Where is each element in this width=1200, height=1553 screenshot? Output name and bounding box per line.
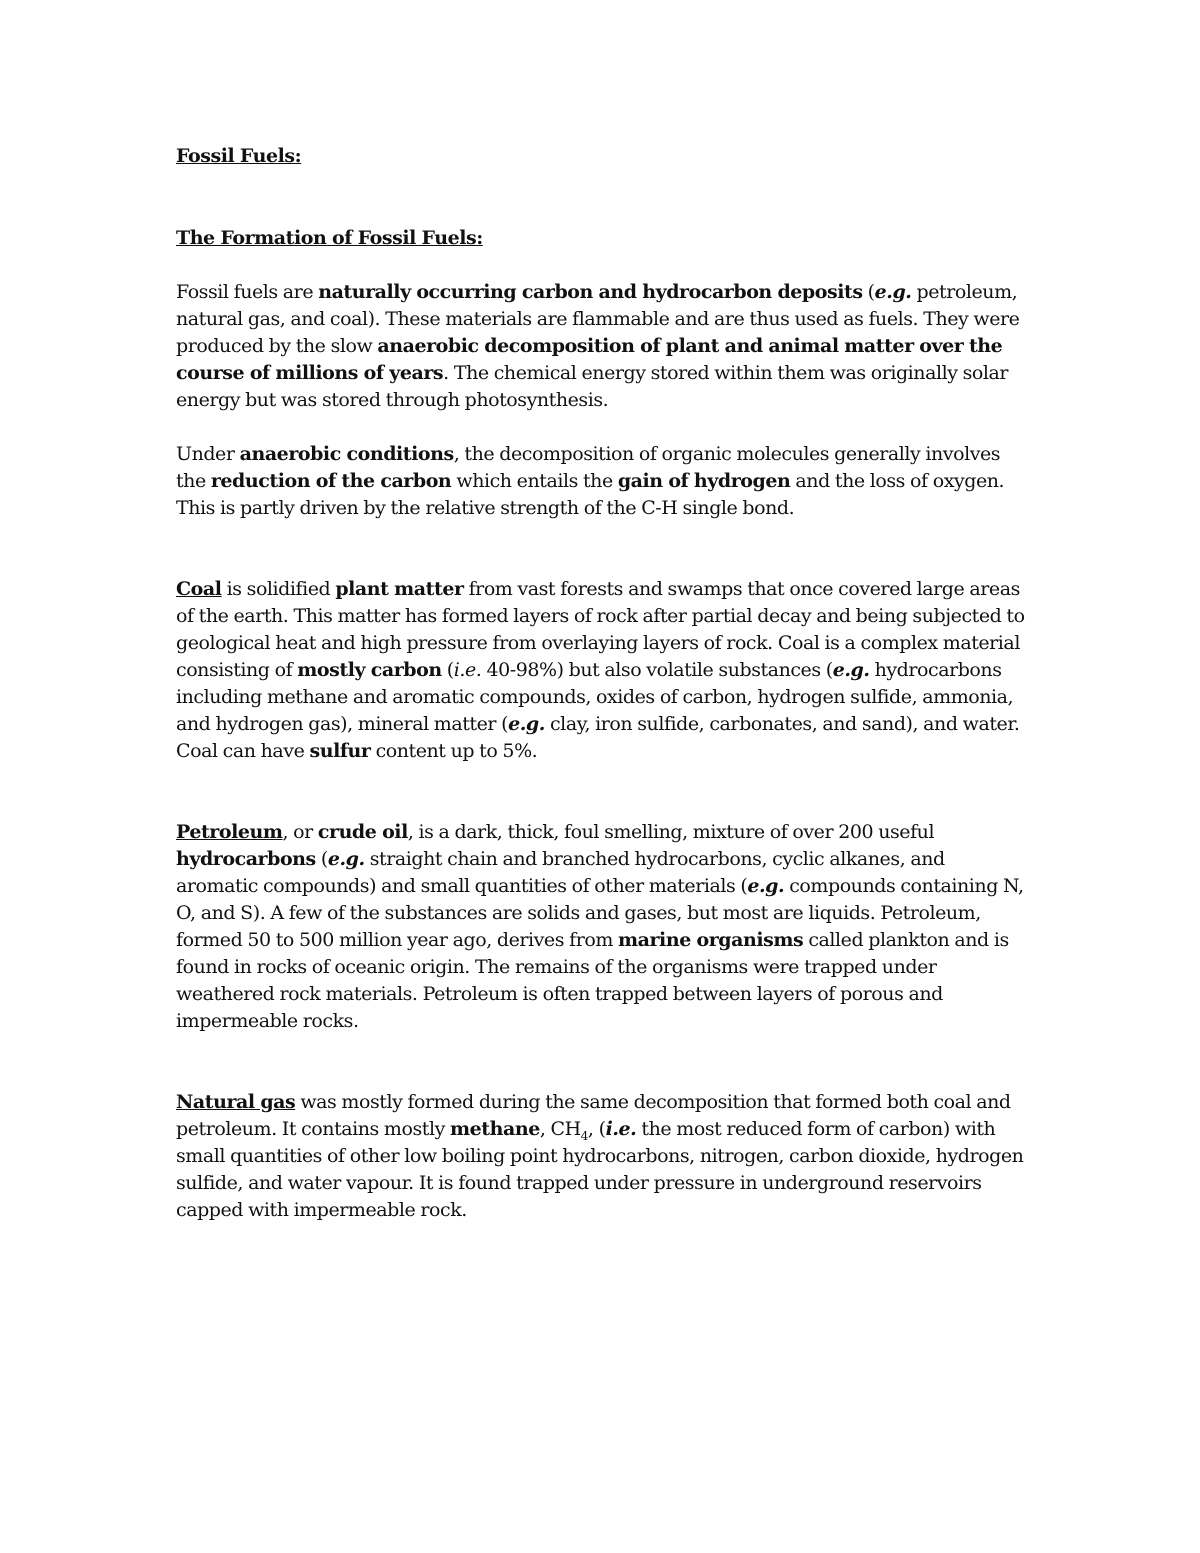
anaerobic-bold-text: anaerobic conditions bbox=[239, 443, 454, 465]
coal-italic-text: e.g. bbox=[508, 713, 545, 735]
intro-italic-text: e.g. bbox=[874, 281, 912, 303]
natural-gas-text: the most reduced form of carbon) with small quantities of other low boiling point hydrocarbons, nitrogen, carbon dioxide, hydrogen sulfide, and water vapour. It is found trapped under pressure in underground reservoirs capped with impermeable rock. bbox=[176, 1118, 1024, 1221]
petroleum-text: , or bbox=[282, 821, 318, 843]
petroleum-text: called plankton and is found in rocks of oceanic origin. The remains of the organisms were trapped under weathered rock materials. Petroleum is often trapped between layers of porous and impermeable rocks. bbox=[176, 929, 1009, 1032]
coal-italic-text: i.e. bbox=[453, 659, 482, 681]
coal-term: Coal bbox=[176, 578, 222, 600]
petroleum-text: compounds containing N, O, and S). A few of the substances are solids and gases, but most are liquids. Petroleum, formed 50 to 500 million year ago, derives from bbox=[176, 875, 1024, 951]
coal-text: is solidified bbox=[221, 578, 336, 600]
anaerobic-text: Under bbox=[176, 443, 240, 465]
petroleum-text: , is a dark, thick, foul smelling, mixture of over 200 useful bbox=[407, 821, 935, 843]
anaerobic-text: which entails the bbox=[451, 470, 618, 492]
coal-paragraph bbox=[176, 576, 1028, 765]
intro-text: ( bbox=[862, 281, 875, 303]
petroleum-italic-text: e.g. bbox=[747, 875, 785, 897]
coal-bold-text: plant matter bbox=[335, 578, 464, 600]
natural-gas-subscript: 4 bbox=[580, 1128, 588, 1143]
coal-text: content up to 5%. bbox=[370, 740, 538, 762]
petroleum-text: straight chain and branched hydrocarbons, cyclic alkanes, and aromatic compounds) and small quantities of other materials ( bbox=[176, 848, 945, 897]
intro-bold-text: naturally occurring carbon and hydrocarbon deposits bbox=[318, 281, 863, 303]
coal-bold-text: sulfur bbox=[309, 740, 371, 762]
petroleum-bold-text: marine organisms bbox=[617, 929, 804, 951]
coal-italic-text: e.g. bbox=[832, 659, 870, 681]
anaerobic-bold-text: gain of hydrogen bbox=[617, 470, 791, 492]
anaerobic-bold-text: reduction of the carbon bbox=[210, 470, 452, 492]
natural-gas-text: , ( bbox=[587, 1118, 606, 1140]
petroleum-paragraph bbox=[176, 819, 1028, 1035]
anaerobic-paragraph bbox=[176, 441, 1028, 522]
petroleum-bold-text: crude oil bbox=[317, 821, 408, 843]
section-heading: The Formation of Fossil Fuels: bbox=[176, 227, 483, 249]
petroleum-italic-text: e.g. bbox=[327, 848, 365, 870]
coal-text: hydrocarbons including methane and aromatic compounds, oxides of carbon, hydrogen sulfide, ammonia, and hydrogen gas), mineral matter ( bbox=[176, 659, 1014, 735]
natural-gas-paragraph bbox=[176, 1089, 1028, 1224]
natural-gas-text: was mostly formed during the same decomposition that formed both coal and petroleum. It contains mostly bbox=[176, 1091, 1011, 1140]
coal-text: 40-98%) but also volatile substances ( bbox=[481, 659, 833, 681]
document-title: Fossil Fuels: bbox=[176, 145, 302, 167]
intro-bold-text: anaerobic decomposition of plant and animal matter over the course of millions of years bbox=[176, 335, 1003, 384]
coal-bold-text: mostly carbon bbox=[297, 659, 442, 681]
coal-text: from vast forests and swamps that once covered large areas of the earth. This matter has formed layers of rock after partial decay and being subjected to geological heat and high pressure from overlaying layers of rock. Coal is a complex material consisting of bbox=[176, 578, 1025, 681]
petroleum-text: ( bbox=[315, 848, 328, 870]
natural-gas-term: Natural gas bbox=[176, 1091, 296, 1113]
coal-text: clay, iron sulfide, carbonates, and sand), and water. Coal can have bbox=[176, 713, 1020, 762]
intro-text: . The chemical energy stored within them was originally solar energy but was stored through photosynthesis. bbox=[176, 362, 1009, 411]
natural-gas-italic-text: i.e. bbox=[605, 1118, 637, 1140]
document-body bbox=[176, 143, 1028, 1224]
natural-gas-bold-text: methane bbox=[449, 1118, 540, 1140]
intro-text: petroleum, natural gas, and coal). These materials are flammable and are thus used as fuels. They were produced by the slow bbox=[176, 281, 1020, 357]
intro-text: Fossil fuels are bbox=[176, 281, 319, 303]
coal-text: ( bbox=[441, 659, 454, 681]
natural-gas-text: , CH bbox=[539, 1118, 581, 1140]
anaerobic-text: and the loss of oxygen. This is partly driven by the relative strength of the C-H single bond. bbox=[176, 470, 1005, 519]
anaerobic-text: , the decomposition of organic molecules generally involves the bbox=[176, 443, 1001, 492]
intro-paragraph bbox=[176, 279, 1028, 414]
petroleum-bold-text: hydrocarbons bbox=[176, 848, 316, 870]
petroleum-term: Petroleum bbox=[176, 821, 283, 843]
